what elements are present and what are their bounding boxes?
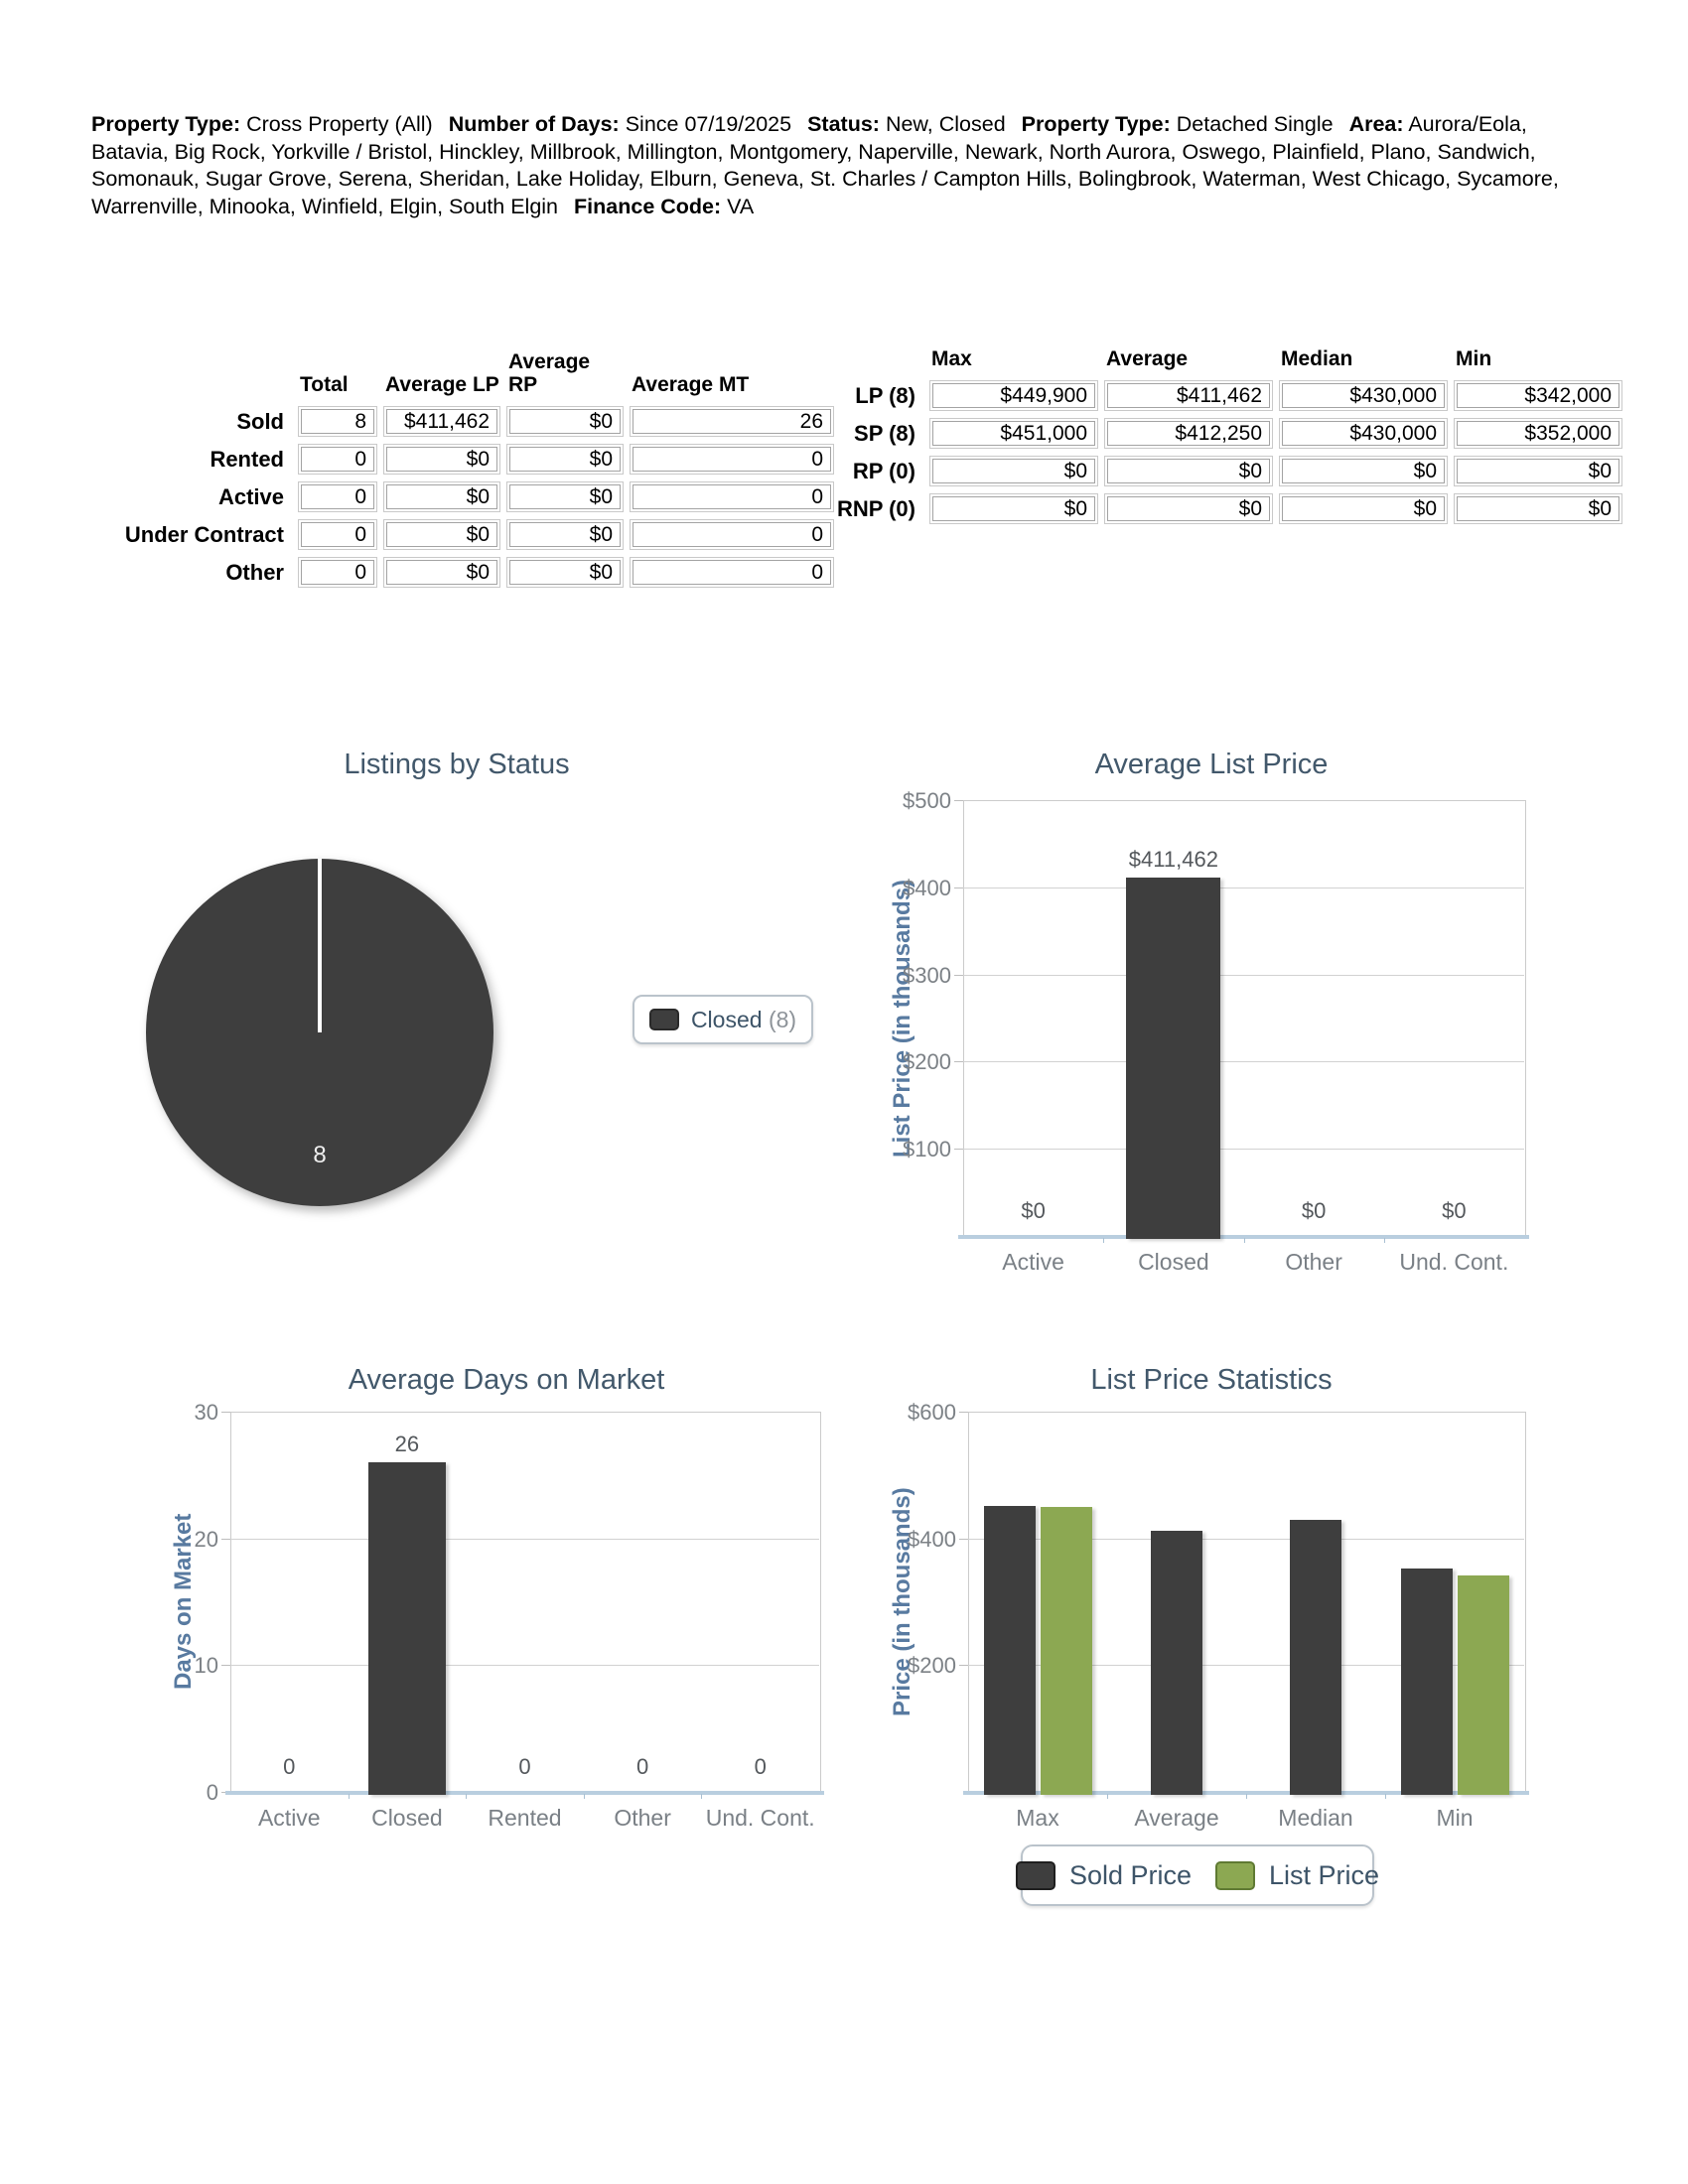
x-category-label: Closed (371, 1805, 443, 1831)
x-category-label: Max (1016, 1805, 1059, 1831)
value-cell (1104, 418, 1273, 449)
x-category-label: Rented (488, 1805, 562, 1831)
value: $0 (386, 484, 497, 509)
value-cell (929, 456, 1098, 486)
bar-value-label: 26 (394, 1432, 420, 1457)
x-category-label: Und. Cont. (705, 1805, 815, 1831)
value-cell (1454, 418, 1622, 449)
x-axis-line (225, 1791, 824, 1795)
value-cell (383, 406, 500, 437)
x-category-label: Und. Cont. (1399, 1249, 1509, 1275)
bar-value-label: 0 (635, 1754, 649, 1779)
price-legend (1021, 1844, 1380, 1906)
value-cell (1454, 493, 1622, 524)
gridline (963, 1061, 1524, 1062)
row-label: RP (0) (852, 458, 915, 483)
bar-value-label: 0 (518, 1754, 531, 1779)
x-category-label: Active (1002, 1249, 1064, 1275)
value-cell (383, 481, 500, 512)
y-tick (954, 800, 963, 801)
bar-value-label: $411,462 (1128, 846, 1218, 872)
y-tick-label: $200 (908, 1653, 956, 1679)
bar-closed (368, 1462, 446, 1795)
value: 26 (633, 409, 831, 434)
x-tick (1107, 1794, 1108, 1799)
x-tick (1246, 1794, 1247, 1799)
value: $0 (509, 522, 621, 547)
report-criteria (91, 111, 1605, 220)
row-label: Sold (236, 408, 284, 434)
y-tick-label: $600 (908, 1400, 956, 1425)
value-cell (1104, 380, 1273, 411)
gridline (230, 1665, 819, 1666)
bar-average (1151, 1531, 1202, 1795)
value-cell (630, 481, 834, 512)
x-tick (584, 1794, 585, 1799)
x-tick (1384, 1238, 1385, 1243)
value: $412,250 (1107, 421, 1270, 446)
criteria-label: Property Type: (1021, 112, 1171, 136)
value: $449,900 (932, 383, 1095, 408)
bar-closed (1126, 878, 1220, 1239)
criteria-label: Number of Days: (448, 112, 620, 136)
value-cell (1104, 456, 1273, 486)
x-category-label: Closed (1138, 1249, 1209, 1275)
row-label: LP (8) (855, 382, 915, 408)
y-tick (959, 1539, 968, 1540)
y-axis-title: Price (in thousands) (889, 1487, 915, 1716)
value-cell (630, 406, 834, 437)
value-cell (506, 406, 624, 437)
criteria-status (807, 112, 1006, 136)
y-axis-title: List Price (in thousands) (889, 879, 915, 1158)
value: $0 (1282, 459, 1445, 483)
value-cell (1279, 380, 1448, 411)
x-tick (349, 1794, 350, 1799)
criteria-label: Status: (807, 112, 880, 136)
value-cell (506, 444, 624, 475)
gridline (963, 975, 1524, 976)
sold-price-swatch (1016, 1861, 1055, 1890)
y-tick-label: 30 (194, 1400, 218, 1425)
chart-title: Average List Price (1094, 749, 1329, 780)
pie-slice-divider (318, 859, 322, 1032)
value-cell (929, 418, 1098, 449)
row-label: Under Contract (124, 521, 284, 547)
value: $0 (509, 447, 621, 472)
column-header: Median (1281, 347, 1353, 370)
value-cell (506, 557, 624, 588)
legend-count: (8) (768, 1006, 797, 1032)
value-cell (506, 481, 624, 512)
closed-swatch (649, 1009, 679, 1030)
criteria-label: Finance Code: (574, 194, 722, 218)
bar-value-label: $0 (1301, 1198, 1327, 1223)
value: 0 (633, 522, 831, 547)
column-header: Min (1456, 347, 1492, 370)
bar-min (1401, 1569, 1453, 1795)
x-category-label: Min (1436, 1805, 1474, 1831)
table-corner (850, 343, 923, 373)
value-cell (298, 557, 377, 588)
pie-legend (633, 995, 813, 1044)
row-label: SP (8) (854, 420, 915, 446)
value: $0 (1457, 459, 1619, 483)
value: $0 (386, 560, 497, 585)
value-cell (383, 557, 500, 588)
value-cell (383, 519, 500, 550)
value-cell (1454, 456, 1622, 486)
y-tick-label: 10 (194, 1653, 218, 1679)
bar-value-label: $0 (1442, 1198, 1467, 1223)
value: $0 (509, 409, 621, 434)
column-header: Max (931, 347, 972, 370)
y-tick-label: $100 (903, 1137, 951, 1162)
value: $0 (1107, 496, 1270, 521)
criteria-value: Since 07/19/2025 (625, 112, 792, 136)
value: $352,000 (1457, 421, 1619, 446)
y-tick (954, 975, 963, 976)
value: 0 (633, 447, 831, 472)
legend-text: Closed (690, 1006, 763, 1032)
value-cell (1104, 493, 1273, 524)
plot-area (230, 1412, 821, 1793)
y-tick-label: 0 (206, 1780, 218, 1805)
y-tick-label: $200 (903, 1049, 951, 1075)
value-cell (630, 444, 834, 475)
y-tick (221, 1412, 230, 1413)
value: $0 (1107, 459, 1270, 483)
y-tick-label: $500 (903, 788, 951, 813)
value: $0 (932, 496, 1095, 521)
value-cell (298, 444, 377, 475)
column-header: Average (1106, 347, 1189, 370)
value: $0 (1282, 496, 1445, 521)
average-days-on-market-chart (159, 1350, 854, 1966)
value-cell (1279, 493, 1448, 524)
bar-median (1290, 1520, 1341, 1795)
value: $0 (1457, 496, 1619, 521)
value-cell (1279, 418, 1448, 449)
y-tick (959, 1412, 968, 1413)
value-cell (506, 519, 624, 550)
criteria-value: Aurora/Eola, Batavia, Big Rock, Yorkville / Bristol, Hinckley, Millbrook, Millington, Montgomery, Naperville, Newark, North Aurora, Oswego, Plainfield, Plano, Sandwich, Somonauk, Sugar Grove, Serena, Sheridan, Lake Holiday, Elburn, Geneva, St. Charles / Campton Hills, Bolingbrook, Waterman, West Chicago, Sycamore, Warrenville, Minooka, Winfield, Elgin, South Elgin (91, 112, 1559, 218)
value: $0 (509, 484, 621, 509)
x-tick (1103, 1238, 1104, 1243)
pie-slice-value: 8 (313, 1142, 327, 1168)
x-tick (466, 1794, 467, 1799)
y-tick (954, 887, 963, 888)
price-statistics-table (836, 343, 1622, 524)
x-tick (1385, 1794, 1386, 1799)
average-list-price-chart (874, 735, 1549, 1350)
pie-legend-label (691, 1007, 796, 1033)
value: $0 (386, 522, 497, 547)
value: $411,462 (386, 409, 497, 434)
value: $0 (509, 560, 621, 585)
sold-price-legend-label: Sold Price (1068, 1859, 1193, 1890)
column-header: Average LP (385, 373, 499, 396)
y-tick (221, 1665, 230, 1666)
value: 0 (301, 522, 374, 547)
column-header: Average RP (508, 350, 591, 396)
value-cell (298, 481, 377, 512)
value: $0 (932, 459, 1095, 483)
x-category-label: Median (1278, 1805, 1353, 1831)
criteria-value: Cross Property (All) (246, 112, 433, 136)
value-cell (929, 380, 1098, 411)
value-cell (1279, 456, 1448, 486)
criteria-property-type-2 (1022, 112, 1334, 136)
value: $0 (386, 447, 497, 472)
value: $411,462 (1107, 383, 1270, 408)
bar-value-label: 0 (754, 1754, 767, 1779)
value: $342,000 (1457, 383, 1619, 408)
criteria-label: Area: (1348, 112, 1404, 136)
list-price-statistics-chart (874, 1350, 1549, 1966)
value-cell (298, 406, 377, 437)
y-tick-label: $300 (903, 962, 951, 988)
bar-value-label: 0 (283, 1754, 296, 1779)
value-cell (298, 519, 377, 550)
x-category-label: Other (614, 1805, 671, 1831)
y-tick (959, 1665, 968, 1666)
y-tick-label: $400 (908, 1526, 956, 1552)
gridline (963, 1149, 1524, 1150)
row-label: RNP (0) (836, 495, 915, 521)
value: $430,000 (1282, 383, 1445, 408)
table-corner (97, 343, 292, 399)
x-category-label: Average (1134, 1805, 1219, 1831)
list-price-swatch (1215, 1861, 1255, 1890)
value: 0 (301, 560, 374, 585)
y-tick-label: 20 (194, 1526, 218, 1552)
value-cell (383, 444, 500, 475)
value: 0 (301, 447, 374, 472)
row-label: Active (217, 483, 284, 509)
criteria-finance-code (574, 195, 754, 218)
value: 0 (633, 484, 831, 509)
criteria-number-of-days (449, 112, 791, 136)
x-category-label: Other (1285, 1249, 1342, 1275)
y-tick (954, 1061, 963, 1062)
chart-title: Average Days on Market (348, 1364, 665, 1396)
value-cell (630, 519, 834, 550)
value: 0 (633, 560, 831, 585)
bar-value-label: $0 (1021, 1198, 1046, 1223)
status-summary-table (97, 343, 834, 588)
bar-min (1458, 1575, 1509, 1795)
chart-title: Listings by Status (344, 749, 570, 780)
gridline (230, 1539, 819, 1540)
listings-by-status-chart (99, 735, 814, 1310)
row-label: Rented (210, 446, 284, 472)
criteria-property-type (91, 112, 433, 136)
column-header: Average MT (632, 373, 750, 396)
value: $451,000 (932, 421, 1095, 446)
y-tick (954, 1149, 963, 1150)
y-axis-title: Days on Market (170, 1513, 197, 1691)
chart-title: List Price Statistics (1090, 1364, 1333, 1396)
bar-max (1041, 1507, 1092, 1795)
y-tick-label: $400 (903, 875, 951, 900)
bar-max (984, 1506, 1036, 1795)
value: 8 (301, 409, 374, 434)
value-cell (929, 493, 1098, 524)
row-label: Other (225, 559, 284, 585)
x-category-label: Active (257, 1805, 321, 1831)
criteria-value: VA (727, 194, 755, 218)
criteria-value: New, Closed (885, 112, 1006, 136)
criteria-value: Detached Single (1176, 112, 1334, 136)
gridline (963, 887, 1524, 888)
value: 0 (301, 484, 374, 509)
value-cell (630, 557, 834, 588)
criteria-label: Property Type: (91, 112, 241, 136)
column-header: Total (300, 373, 349, 396)
x-tick (701, 1794, 702, 1799)
value: $430,000 (1282, 421, 1445, 446)
list-price-legend-label: List Price (1269, 1859, 1380, 1890)
value-cell (1454, 380, 1622, 411)
y-tick (221, 1539, 230, 1540)
x-tick (1244, 1238, 1245, 1243)
